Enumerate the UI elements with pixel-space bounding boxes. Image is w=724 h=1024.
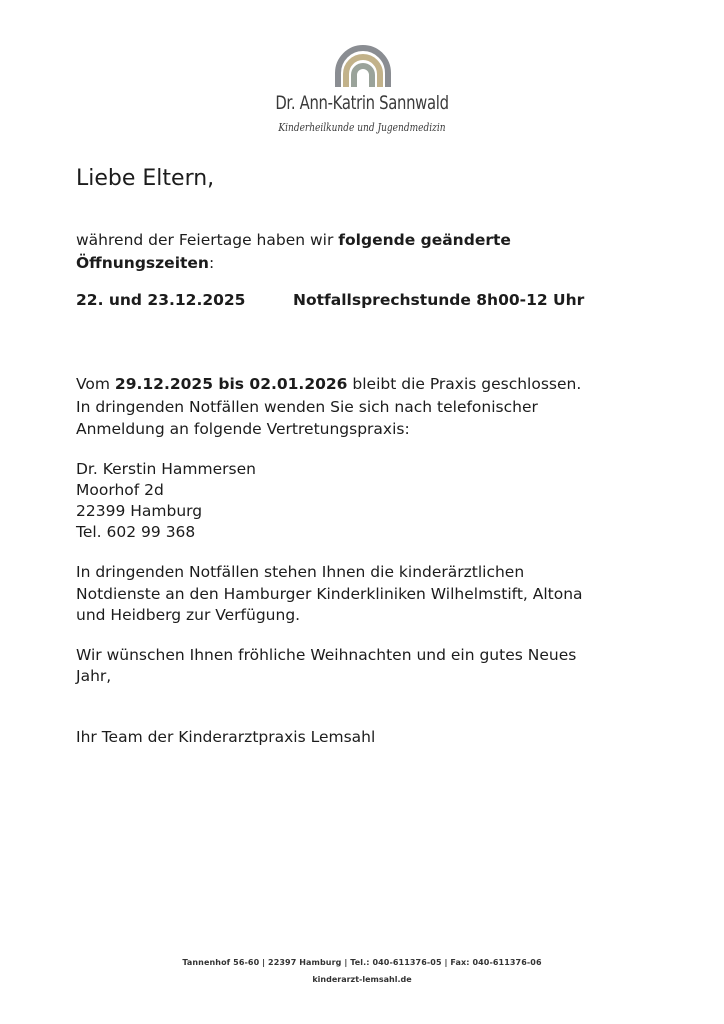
closure-line-3: Anmeldung an folgende Vertretungspraxis:	[76, 420, 410, 438]
substitute-city: 22399 Hamburg	[76, 502, 203, 520]
rainbow-logo-icon	[332, 43, 394, 87]
emergency-line-3: und Heidberg zur Verfügung.	[76, 606, 301, 624]
greeting: Liebe Eltern,	[76, 166, 215, 191]
closure-line-1: Vom 29.12.2025 bis 02.01.2026 bleibt die Praxis geschlossen.	[76, 375, 582, 393]
substitute-name: Dr. Kerstin Hammersen	[76, 460, 256, 478]
footer-contact: Tannenhof 56-60 | 22397 Hamburg | Tel.: 040-611376-05 | Fax: 040-611376-06	[182, 958, 542, 967]
closure-line-2: In dringenden Notfällen wenden Sie sich nach telefonischer	[76, 398, 538, 416]
footer-website: kinderarzt-lemsahl.de	[312, 975, 412, 984]
wishes-line-2: Jahr,	[76, 667, 112, 685]
special-hours: Notfallsprechstunde 8h00-12 Uhr	[293, 291, 585, 309]
emergency-line-2: Notdienste an den Hamburger Kinderkliniken Wilhelmstift, Altona	[76, 585, 583, 603]
emergency-line-1: In dringenden Notfällen stehen Ihnen die kinderärztlichen	[76, 563, 525, 581]
intro-line-1: während der Feiertage haben wir folgende geänderte	[76, 231, 511, 249]
substitute-street: Moorhof 2d	[76, 481, 164, 499]
substitute-phone: Tel. 602 99 368	[76, 523, 196, 541]
doctor-name: Dr. Ann-Katrin Sannwald	[275, 92, 449, 114]
practice-specialty: Kinderheilkunde und Jugendmedizin	[278, 121, 446, 134]
special-dates: 22. und 23.12.2025	[76, 291, 246, 309]
wishes-line-1: Wir wünschen Ihnen fröhliche Weihnachten und ein gutes Neues	[76, 646, 577, 664]
intro-line-2: Öffnungszeiten:	[76, 254, 215, 272]
signature: Ihr Team der Kinderarztpraxis Lemsahl	[76, 728, 376, 746]
